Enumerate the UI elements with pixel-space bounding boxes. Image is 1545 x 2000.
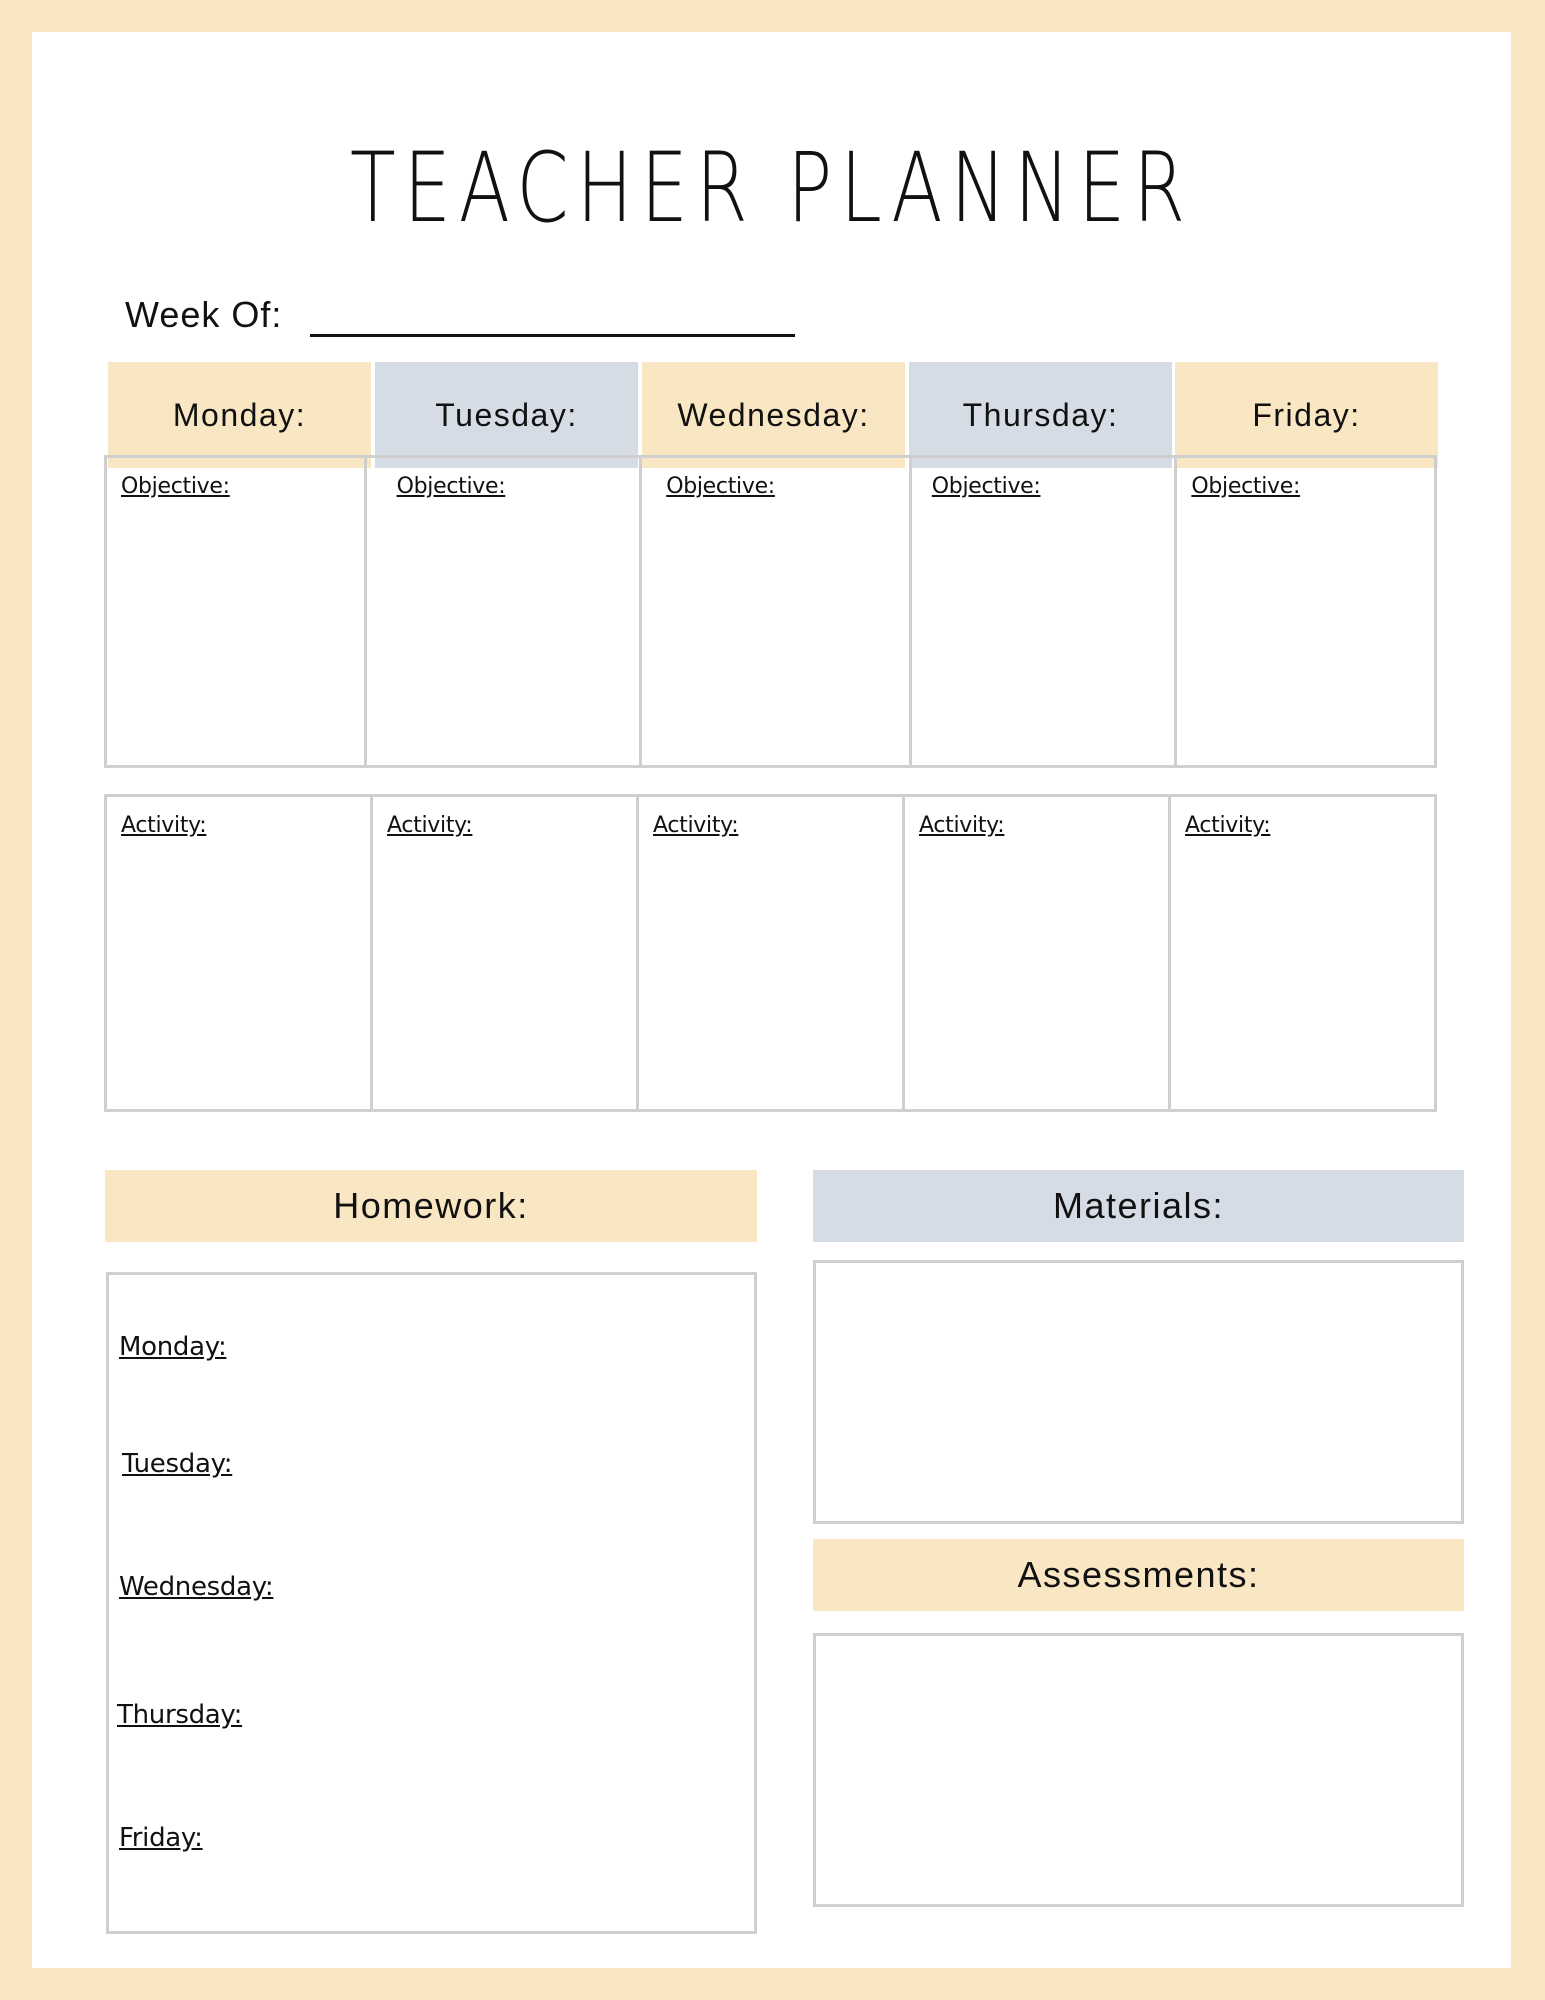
day-header-tuesday: [375, 362, 638, 468]
homework-item-friday: Friday:: [119, 1823, 203, 1853]
objective-cell-thursday[interactable]: [912, 458, 1178, 765]
assessments-box[interactable]: [813, 1633, 1464, 1907]
homework-item-wednesday: Wednesday:: [119, 1572, 274, 1602]
homework-item-monday: Monday:: [119, 1332, 227, 1362]
objective-label: Objective:: [666, 474, 775, 499]
activity-label: Activity:: [653, 813, 739, 838]
objective-label: Objective:: [931, 474, 1041, 499]
activity-cell-thursday[interactable]: [905, 797, 1171, 1109]
objective-cell-friday[interactable]: [1177, 458, 1434, 765]
day-label: Monday:: [172, 396, 307, 433]
homework-header: [105, 1170, 757, 1242]
page-title: TEACHER PLANNER: [350, 132, 1193, 244]
activity-label: Activity:: [919, 813, 1005, 838]
day-label: Tuesday:: [435, 396, 578, 433]
day-header-wednesday: [642, 362, 905, 468]
homework-box[interactable]: [106, 1272, 757, 1934]
objective-label: Objective:: [396, 474, 506, 499]
activity-cell-wednesday[interactable]: [639, 797, 905, 1109]
activity-label: Activity:: [1185, 813, 1271, 838]
homework-item-tuesday: Tuesday:: [122, 1449, 233, 1479]
materials-box[interactable]: [813, 1260, 1464, 1524]
activities-row: [104, 794, 1437, 1112]
activity-cell-friday[interactable]: [1171, 797, 1434, 1109]
homework-title: Homework:: [333, 1185, 529, 1226]
objective-label: Objective:: [1191, 474, 1301, 499]
activity-cell-monday[interactable]: [107, 797, 373, 1109]
objective-cell-wednesday[interactable]: [642, 458, 912, 765]
materials-title: Materials:: [1052, 1185, 1225, 1226]
week-of-field[interactable]: [310, 334, 795, 337]
day-label: Wednesday:: [677, 396, 870, 433]
activity-cell-tuesday[interactable]: [373, 797, 639, 1109]
homework-item-thursday: Thursday:: [117, 1700, 243, 1730]
objective-cell-tuesday[interactable]: [367, 458, 643, 765]
activity-label: Activity:: [121, 813, 207, 838]
day-header-thursday: [909, 362, 1172, 468]
day-label: Thursday:: [962, 396, 1119, 433]
materials-header: [813, 1170, 1464, 1242]
activity-label: Activity:: [387, 813, 473, 838]
day-header-monday: [108, 362, 371, 468]
assessments-header: [813, 1539, 1464, 1611]
assessments-title: Assessments:: [1017, 1554, 1260, 1595]
planner-page: [32, 32, 1511, 1968]
objective-label: Objective:: [121, 474, 230, 499]
week-of-label: Week Of:: [125, 294, 283, 335]
objective-cell-monday[interactable]: [107, 458, 367, 765]
day-header-friday: [1175, 362, 1438, 468]
day-label: Friday:: [1252, 396, 1361, 433]
objectives-row: [104, 455, 1437, 768]
